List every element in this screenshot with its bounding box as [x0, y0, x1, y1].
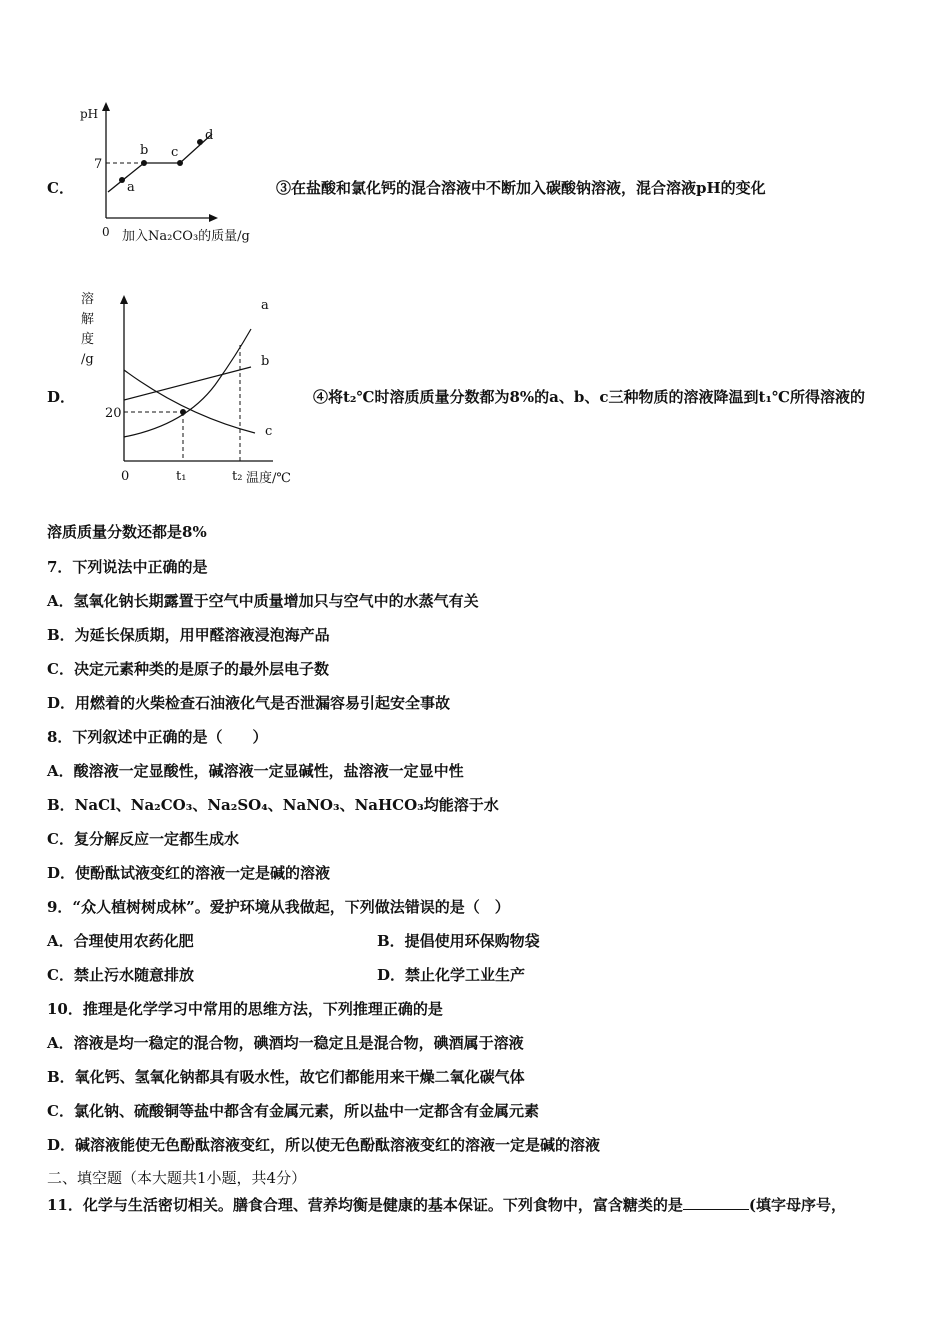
q8-option-b: B．NaCl、Na₂CO₃、Na₂SO₄、NaNO₃、NaHCO₃均能溶于水 — [47, 796, 499, 814]
ph-label-d: d — [205, 128, 214, 143]
sol-y-label-4: /g — [81, 352, 94, 367]
section-heading: 二、填空题（本大题共1小题，共4分） — [47, 1169, 307, 1187]
sol-y-arrow — [120, 295, 128, 304]
q7-option-d: D．用燃着的火柴检查石油液化气是否泄漏容易引起安全事故 — [47, 694, 451, 712]
q7-option-c: C．决定元素种类的是原子的最外层电子数 — [47, 660, 329, 678]
q10-option-c: C．氯化钠、硫酸铜等盐中都含有金属元素，所以盐中一定都含有金属元素 — [47, 1102, 539, 1120]
ph-point-b — [141, 160, 147, 166]
ph-y-label: pH — [80, 107, 99, 121]
q10-option-b: B．氧化钙、氢氧化钠都具有吸水性，故它们都能用来干燥二氧化碳气体 — [47, 1068, 525, 1086]
q11-stem — [47, 1195, 846, 1215]
ph-graph — [72, 98, 287, 250]
solubility-graph — [75, 285, 307, 490]
sol-origin: 0 — [121, 469, 130, 484]
option-c-label: C． — [47, 179, 74, 197]
q8-option-a: A．酸溶液一定显酸性，碱溶液一定显碱性，盐溶液一定显中性 — [47, 762, 464, 780]
q9-option-c: C．禁止污水随意排放 — [47, 966, 194, 984]
sol-curve-c — [124, 370, 255, 433]
q8-option-d: D．使酚酞试液变红的溶液一定是碱的溶液 — [47, 864, 331, 882]
sol-x-tick-t2: t₂ — [232, 469, 243, 484]
option-d-continuation: 溶质质量分数还都是8% — [47, 523, 207, 541]
q8-option-c: C．复分解反应一定都生成水 — [47, 830, 239, 848]
q9-stem: 9．“众人植树树成林”。爱护环境从我做起，下列做法错误的是（ ） — [47, 898, 510, 916]
ph-y-arrow — [102, 102, 110, 111]
sol-label-c: c — [265, 424, 273, 439]
q7-option-b: B．为延长保质期，用甲醛溶液浸泡海产品 — [47, 626, 330, 644]
ph-label-b: b — [140, 143, 149, 158]
sol-label-b: b — [261, 354, 270, 369]
sol-intersection-point — [180, 409, 186, 415]
q10-option-d: D．碱溶液能使无色酚酞溶液变红，所以使无色酚酞溶液变红的溶液一定是碱的溶液 — [47, 1136, 601, 1154]
q9-option-b: B．提倡使用环保购物袋 — [377, 932, 540, 950]
sol-y-label-3: 度 — [81, 332, 95, 347]
ph-point-d — [197, 139, 203, 145]
sol-y-label-1: 溶 — [81, 292, 95, 307]
sol-x-label: 温度/℃ — [246, 471, 291, 486]
q8-stem: 8．下列叙述中正确的是（ ） — [47, 728, 268, 746]
option-d-label: D． — [47, 388, 76, 406]
q11-stem-before-blank: 11．化学与生活密切相关。膳食合理、营养均衡是健康的基本保证。下列食物中，富含糖类的是 — [47, 1196, 683, 1214]
ph-label-a: a — [127, 180, 135, 195]
option-d-description: ④将t₂℃时溶质质量分数都为8%的a、b、c三种物质的溶液降温到t₁℃所得溶液的 — [313, 388, 865, 406]
ph-y-tick-7: 7 — [94, 157, 103, 172]
q10-option-a: A．溶液是均一稳定的混合物，碘酒均一稳定且是混合物，碘酒属于溶液 — [47, 1034, 524, 1052]
ph-x-label: 加入Na₂CO₃的质量/g — [122, 229, 250, 244]
q11-stem-after-blank: (填字母序号， — [748, 1196, 846, 1214]
sol-y-label-2: 解 — [81, 312, 95, 327]
q7-stem: 7．下列说法中正确的是 — [47, 558, 208, 576]
sol-y-tick-20: 20 — [105, 406, 122, 421]
q7-option-a: A．氢氧化钠长期露置于空气中质量增加只与空气中的水蒸气有关 — [47, 592, 479, 610]
q11-answer-blank[interactable] — [683, 1195, 749, 1210]
q10-stem: 10．推理是化学学习中常用的思维方法，下列推理正确的是 — [47, 1000, 443, 1018]
ph-origin: 0 — [102, 225, 110, 239]
q9-option-a: A．合理使用农药化肥 — [47, 932, 194, 950]
option-c-description: ③在盐酸和氯化钙的混合溶液中不断加入碳酸钠溶液，混合溶液pH的变化 — [276, 179, 766, 197]
ph-label-c: c — [171, 145, 179, 160]
sol-x-tick-t1: t₁ — [176, 469, 187, 484]
q9-option-d: D．禁止化学工业生产 — [377, 966, 526, 984]
sol-label-a: a — [261, 298, 269, 313]
ph-point-a — [119, 177, 125, 183]
ph-point-c — [177, 160, 183, 166]
ph-x-arrow — [209, 214, 218, 222]
